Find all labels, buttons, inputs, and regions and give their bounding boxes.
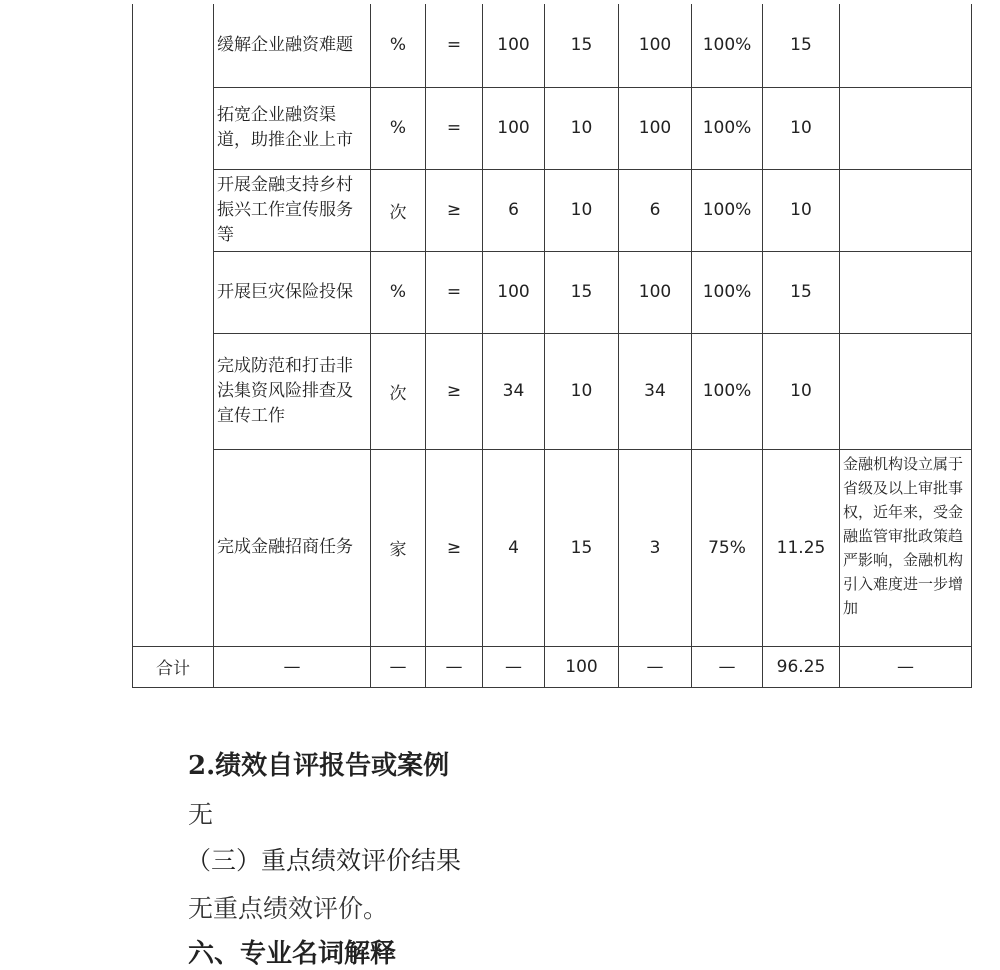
indicator-name: 开展巨灾保险投保 [214,251,371,333]
indicator-actual: 34 [619,333,692,449]
indicator-target: 100 [483,251,545,333]
total-target: — [483,646,545,687]
total-name: — [214,646,371,687]
indicator-score: 15 [763,251,840,333]
indicator-rate: 75% [692,449,763,646]
total-row [133,646,972,687]
indicator-unit: 次 [371,169,426,251]
indicator-target: 6 [483,169,545,251]
indicator-unit: 次 [371,333,426,449]
total-unit: — [371,646,426,687]
indicator-rate: 100% [692,251,763,333]
indicator-actual: 100 [619,4,692,87]
indicator-operator: = [426,87,483,169]
indicator-operator: ≥ [426,449,483,646]
indicator-score: 10 [763,169,840,251]
table-row [133,251,972,333]
indicator-weight: 15 [545,4,619,87]
category-cell [133,4,214,646]
indicator-name: 拓宽企业融资渠道，助推企业上市 [214,87,371,169]
indicator-target: 100 [483,4,545,87]
indicator-note [840,4,972,87]
table-row [133,87,972,169]
indicator-unit: % [371,251,426,333]
total-score: 96.25 [763,646,840,687]
table-row [133,333,972,449]
total-label: 合计 [133,646,214,687]
indicator-score: 11.25 [763,449,840,646]
indicator-weight: 10 [545,169,619,251]
indicator-name: 完成金融招商任务 [214,449,371,646]
total-rate: — [692,646,763,687]
indicator-target: 4 [483,449,545,646]
indicator-name: 开展金融支持乡村振兴工作宣传服务等 [214,169,371,251]
indicator-score: 15 [763,4,840,87]
indicator-unit: % [371,87,426,169]
indicator-score: 10 [763,87,840,169]
table-row [133,449,972,646]
indicator-note: 金融机构设立属于省级及以上审批事权，近年来，受金融监管审批政策趋严影响，金融机构引入难度进一步增加 [840,449,972,646]
indicator-weight: 10 [545,333,619,449]
indicator-actual: 100 [619,87,692,169]
indicator-weight: 15 [545,449,619,646]
indicator-weight: 15 [545,251,619,333]
table-row [133,169,972,251]
indicator-target: 100 [483,87,545,169]
indicator-operator: ≥ [426,169,483,251]
indicator-unit: % [371,4,426,87]
indicator-operator: = [426,4,483,87]
section-body-key-evaluation: 无重点绩效评价。 [188,894,389,923]
section-heading-self-evaluation: 2.绩效自评报告或案例 [188,751,450,781]
indicator-note [840,251,972,333]
indicator-actual: 6 [619,169,692,251]
total-operator: — [426,646,483,687]
indicator-note [840,333,972,449]
section-heading-glossary: 六、专业名词解释 [188,939,397,969]
indicator-note [840,169,972,251]
total-weight: 100 [545,646,619,687]
indicator-name: 完成防范和打击非法集资风险排查及宣传工作 [214,333,371,449]
section-body-self-evaluation: 无 [188,800,214,829]
indicator-rate: 100% [692,333,763,449]
indicator-rate: 100% [692,87,763,169]
indicator-rate: 100% [692,4,763,87]
indicator-note [840,87,972,169]
indicator-operator: = [426,251,483,333]
total-note: — [840,646,972,687]
indicator-unit: 家 [371,449,426,646]
indicator-target: 34 [483,333,545,449]
table-row [133,4,972,87]
total-actual: — [619,646,692,687]
performance-indicator-table [132,4,972,688]
indicator-name: 缓解企业融资难题 [214,4,371,87]
indicator-score: 10 [763,333,840,449]
indicator-actual: 3 [619,449,692,646]
indicator-actual: 100 [619,251,692,333]
indicator-weight: 10 [545,87,619,169]
section-heading-key-evaluation: （三）重点绩效评价结果 [186,846,462,875]
indicator-rate: 100% [692,169,763,251]
indicator-operator: ≥ [426,333,483,449]
